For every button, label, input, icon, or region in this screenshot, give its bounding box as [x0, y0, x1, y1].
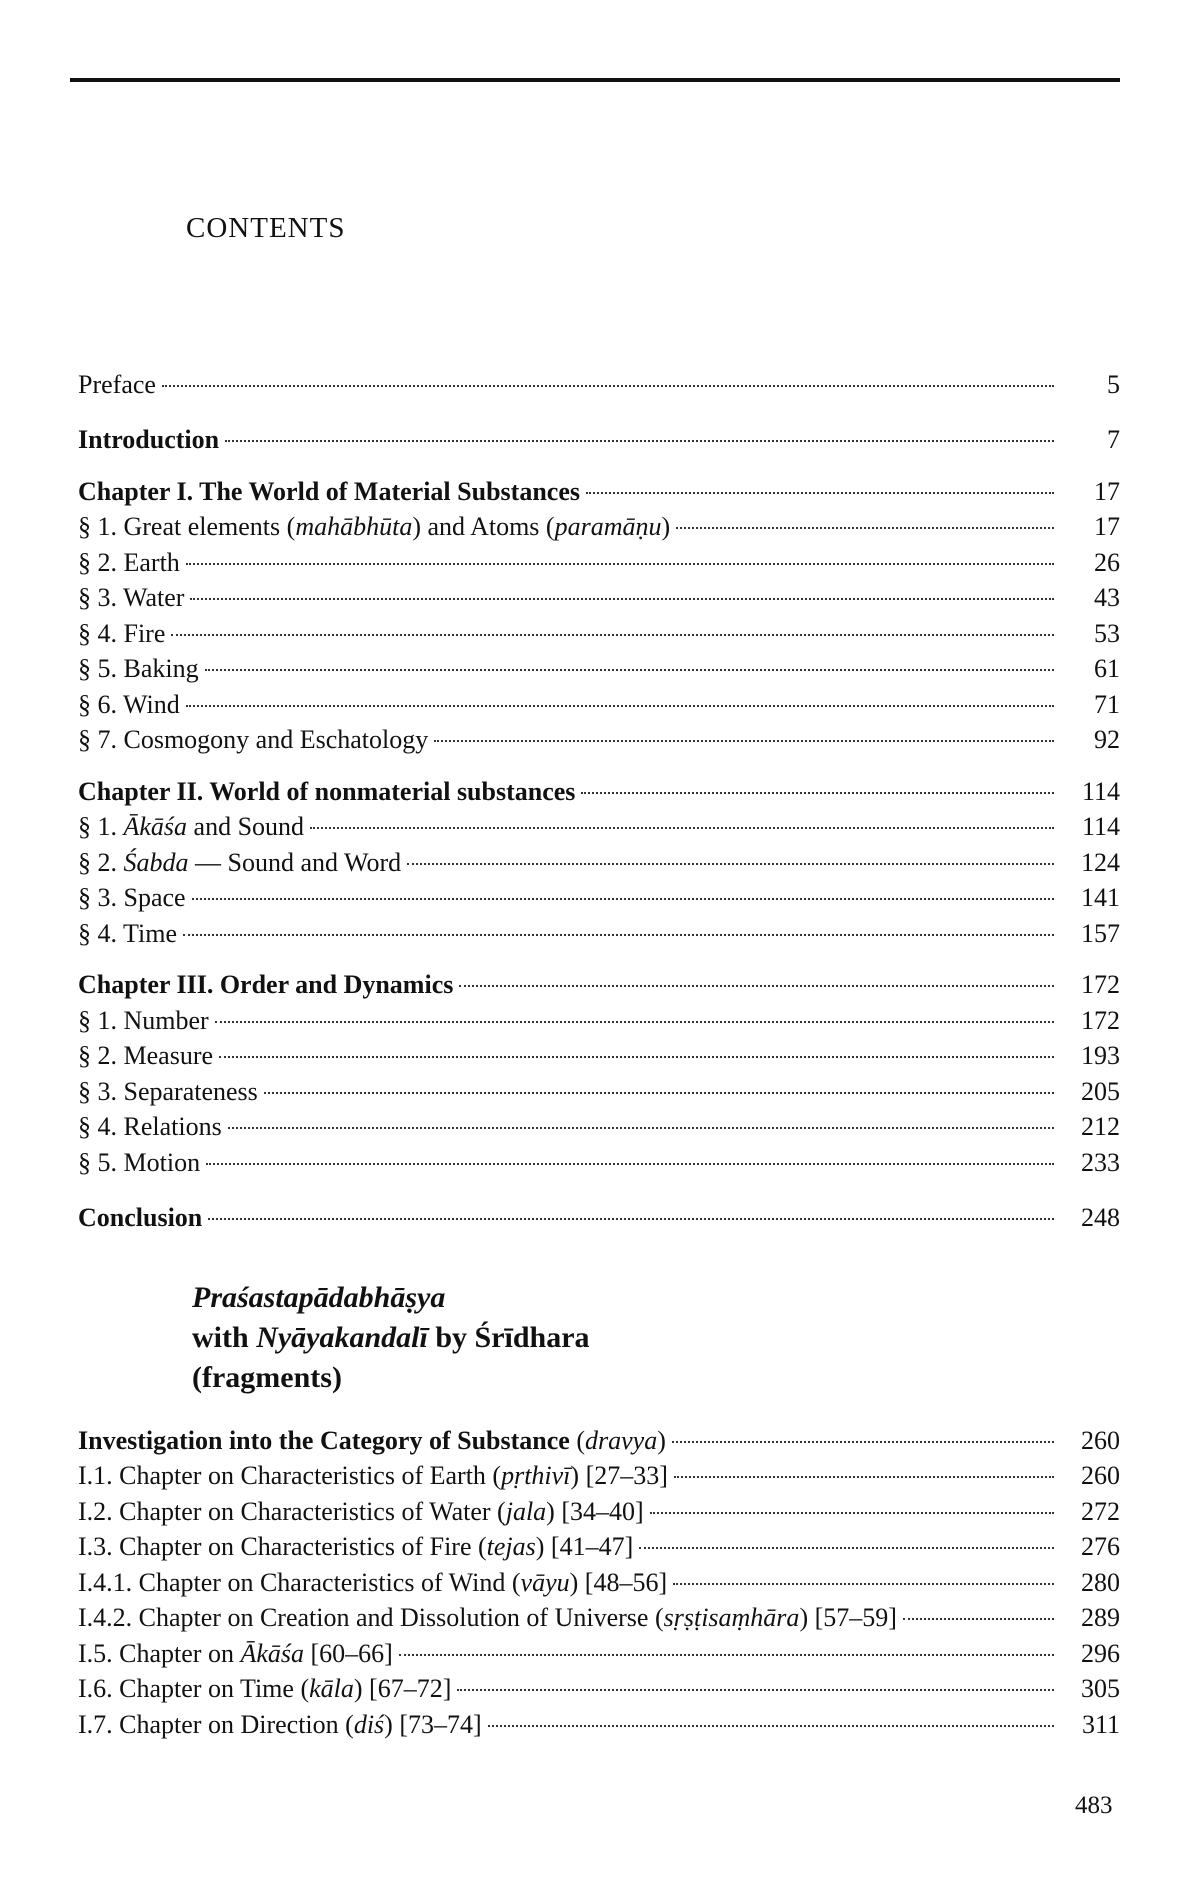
page-number: 483: [1075, 1792, 1113, 1819]
toc-entry-label: § 5. Baking: [78, 654, 199, 683]
leader-dots: [639, 1547, 1054, 1549]
toc-entry-page: 114: [1081, 777, 1120, 806]
toc-entry-page: 92: [1094, 725, 1120, 754]
leader-dots: [190, 598, 1054, 600]
toc-entry: [78, 917, 1120, 951]
toc-entry-label: Investigation into the Category of Substance (dravya): [78, 1426, 666, 1455]
leader-dots: [183, 934, 1054, 936]
toc-entry-label: I.1. Chapter on Characteristics of Earth (pṛthivī) [27–33]: [78, 1461, 668, 1490]
leader-dots: [650, 1512, 1054, 1514]
toc-entry-label: § 5. Motion: [78, 1148, 201, 1177]
toc-entry-page: 289: [1081, 1603, 1120, 1632]
toc-entry-page: 272: [1081, 1497, 1120, 1526]
toc-entry-page: 248: [1081, 1203, 1120, 1232]
toc-entry: [78, 510, 1120, 544]
leader-dots: [228, 1127, 1054, 1129]
toc-entry: [78, 810, 1120, 844]
leader-dots: [162, 385, 1054, 387]
toc-entry: [78, 1530, 1120, 1564]
toc-entry: [78, 688, 1120, 722]
toc-entry-page: 305: [1081, 1674, 1120, 1703]
toc-entry: [78, 1459, 1120, 1493]
leader-dots: [192, 898, 1054, 900]
toc-entry: [78, 1075, 1120, 1109]
toc-entry-label: § 7. Cosmogony and Eschatology: [78, 725, 429, 754]
toc-entry: [78, 1566, 1120, 1600]
toc-entry-page: 193: [1081, 1041, 1120, 1070]
leader-dots: [434, 740, 1054, 742]
toc-entry-page: 280: [1081, 1568, 1120, 1597]
toc-entry-label: § 4. Relations: [78, 1112, 222, 1141]
toc-entry-page: 172: [1081, 1006, 1120, 1035]
leader-dots: [673, 1583, 1054, 1585]
toc-entry-label: I.3. Chapter on Characteristics of Fire (tejas) [41–47]: [78, 1532, 634, 1561]
toc-entry: [78, 1110, 1120, 1144]
toc-entry-page: 7: [1107, 425, 1120, 454]
toc-entry-page: 17: [1094, 477, 1120, 506]
toc-entry-page: 157: [1081, 919, 1120, 948]
toc-entry-page: 26: [1094, 548, 1120, 577]
toc-entry-label: I.2. Chapter on Characteristics of Water (jala) [34–40]: [78, 1497, 644, 1526]
leader-dots: [215, 1021, 1054, 1023]
toc-entry: [78, 1672, 1120, 1706]
toc-entry: [78, 368, 1120, 402]
toc-entry-page: 71: [1094, 690, 1120, 719]
leader-dots: [310, 827, 1054, 829]
toc-entry: [78, 723, 1120, 757]
toc-entry-label: § 1. Great elements (mahābhūta) and Atoms (paramāṇu): [78, 512, 671, 541]
toc-entry-page: 141: [1081, 883, 1120, 912]
toc-entry-page: 260: [1081, 1461, 1120, 1490]
toc-entry-page: 114: [1081, 812, 1120, 841]
toc-entry: [78, 1708, 1120, 1742]
toc-entry-label: Conclusion: [78, 1203, 203, 1232]
leader-dots: [581, 792, 1054, 794]
toc-entry: [78, 581, 1120, 615]
toc-entry-label: § 1. Ākāśa and Sound: [78, 812, 305, 841]
leader-dots: [457, 1689, 1054, 1691]
toc-entry-label: § 3. Separateness: [78, 1077, 258, 1106]
leader-dots: [205, 669, 1054, 671]
leader-dots: [586, 492, 1054, 494]
toc-entry-label: Chapter I. The World of Material Substances: [78, 477, 580, 506]
section-title-line1: Praśastapādabhāṣya: [192, 1281, 446, 1314]
toc-entry-label: § 3. Space: [78, 883, 186, 912]
page-title: CONTENTS: [186, 212, 346, 244]
toc-entry-label: § 2. Earth: [78, 548, 180, 577]
leader-dots: [672, 1441, 1054, 1443]
toc-entry-label: I.4.2. Chapter on Creation and Dissolution of Universe (sṛṣṭisaṃhāra) [57–59]: [78, 1603, 897, 1632]
toc-entry: [78, 1424, 1120, 1458]
leader-dots: [219, 1056, 1054, 1058]
toc-entry-page: 61: [1094, 654, 1120, 683]
toc-entry-label: Introduction: [78, 425, 220, 454]
toc-entry: [78, 1146, 1120, 1180]
toc-entry-label: I.7. Chapter on Direction (diś) [73–74]: [78, 1710, 482, 1739]
toc-entry-label: Chapter III. Order and Dynamics: [78, 970, 454, 999]
leader-dots: [407, 863, 1054, 865]
toc-entry: [78, 1637, 1120, 1671]
toc-entry: [78, 546, 1120, 580]
toc-entry-page: 53: [1094, 619, 1120, 648]
leader-dots: [186, 563, 1054, 565]
toc-entry: [78, 617, 1120, 651]
leader-dots: [488, 1725, 1054, 1727]
toc-entry-label: I.5. Chapter on Ākāśa [60–66]: [78, 1639, 393, 1668]
toc-entry: [78, 1004, 1120, 1038]
toc-entry-label: § 4. Fire: [78, 619, 166, 648]
toc-entry: [78, 1601, 1120, 1635]
toc-entry-page: 172: [1081, 970, 1120, 999]
toc-entry-label: § 4. Time: [78, 919, 177, 948]
toc-entry-label: § 6. Wind: [78, 690, 180, 719]
leader-dots: [459, 985, 1054, 987]
toc-entry-page: 43: [1094, 583, 1120, 612]
toc-entry-label: § 1. Number: [78, 1006, 209, 1035]
section-title-line3: (fragments): [192, 1361, 342, 1394]
leader-dots: [206, 1163, 1054, 1165]
toc-entry-page: 5: [1107, 370, 1120, 399]
toc-entry: [78, 1039, 1120, 1073]
toc-entry: [78, 475, 1120, 509]
toc-entry: [78, 1495, 1120, 1529]
toc-entry: [78, 1201, 1120, 1235]
toc-entry-label: Preface: [78, 370, 156, 399]
toc-entry: [78, 423, 1120, 457]
leader-dots: [208, 1218, 1054, 1220]
toc-entry-page: 17: [1094, 512, 1120, 541]
leader-dots: [264, 1092, 1054, 1094]
leader-dots: [225, 440, 1054, 442]
toc-entry-page: 124: [1081, 848, 1120, 877]
toc-entry-label: § 2. Measure: [78, 1041, 214, 1070]
toc-entry-label: I.4.1. Chapter on Characteristics of Wind (vāyu) [48–56]: [78, 1568, 668, 1597]
toc-entry-label: § 3. Water: [78, 583, 185, 612]
toc-entry-page: 233: [1081, 1148, 1120, 1177]
toc-entry-page: 260: [1081, 1426, 1120, 1455]
toc-entry: [78, 846, 1120, 880]
toc-entry-label: Chapter II. World of nonmaterial substances: [78, 777, 576, 806]
toc-entry-label: I.6. Chapter on Time (kāla) [67–72]: [78, 1674, 452, 1703]
toc-entry: [78, 881, 1120, 915]
toc-entry-page: 311: [1081, 1710, 1120, 1739]
toc-entry-page: 296: [1081, 1639, 1120, 1668]
toc-entry: [78, 652, 1120, 686]
leader-dots: [171, 634, 1054, 636]
top-rule: [70, 78, 1120, 82]
leader-dots: [674, 1476, 1054, 1478]
toc-entry-page: 212: [1081, 1112, 1120, 1141]
toc-entry-page: 205: [1081, 1077, 1120, 1106]
leader-dots: [676, 527, 1054, 529]
toc-entry: [78, 775, 1120, 809]
leader-dots: [903, 1618, 1054, 1620]
section-title-line2: with Nyāyakandalī by Śrīdhara: [192, 1321, 590, 1354]
leader-dots: [186, 705, 1054, 707]
leader-dots: [399, 1654, 1054, 1656]
toc-entry-page: 276: [1081, 1532, 1120, 1561]
toc-entry: [78, 968, 1120, 1002]
toc-entry-label: § 2. Śabda — Sound and Word: [78, 848, 402, 877]
